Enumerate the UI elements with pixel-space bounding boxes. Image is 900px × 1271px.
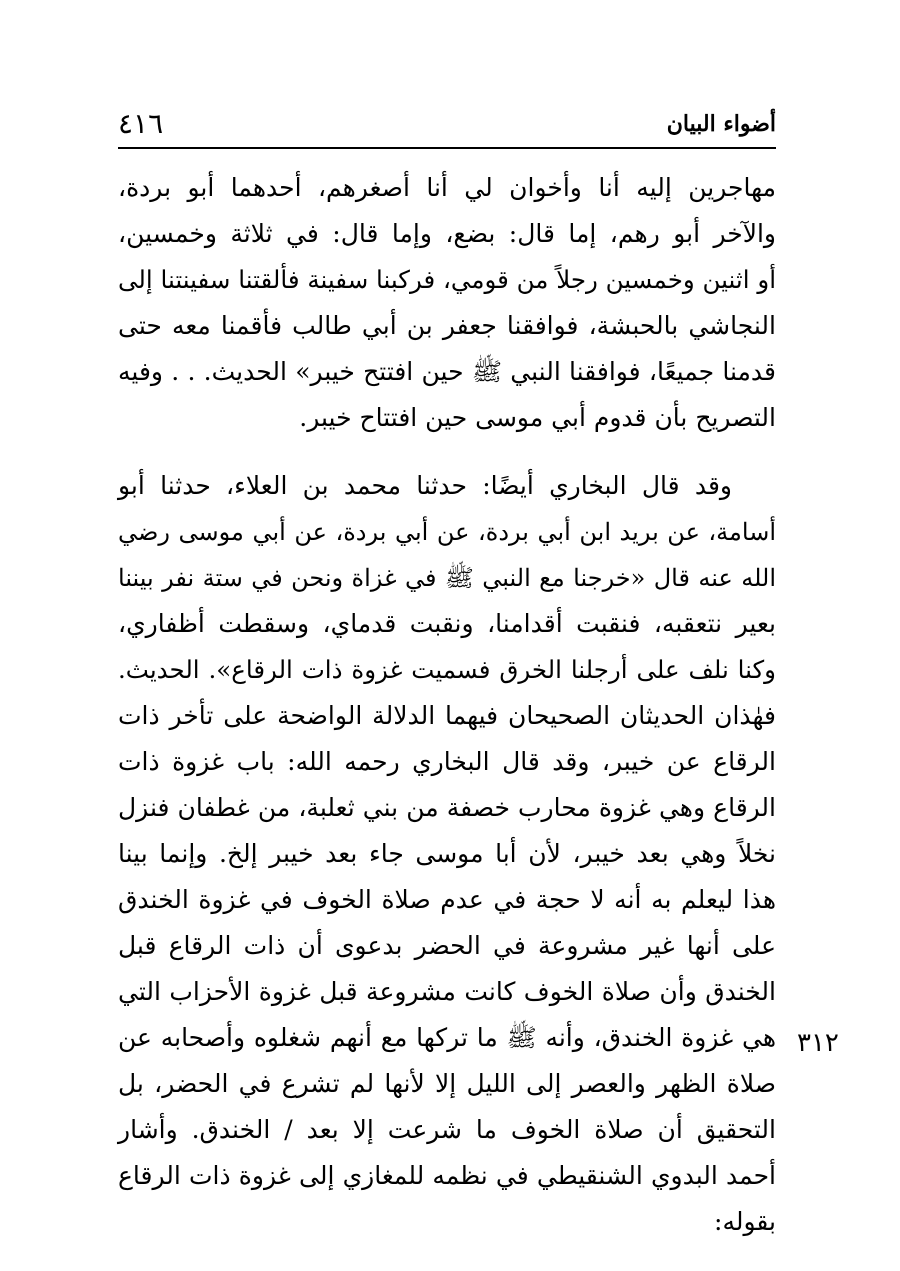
margin-page-reference: ٣١٢: [797, 1028, 839, 1058]
text-line: صلاة الظهر والعصر إلى الليل إلا لأنها لم تشرع في الحضر، بل: [118, 1069, 776, 1098]
text-line: أو اثنين وخمسين رجلاً من قومي، فركبنا سفينة فألقتنا سفينتنا إلى: [118, 265, 776, 294]
text-line: أسامة، عن بريد ابن أبي بردة، عن أبي بردة، عن أبي موسى رضي: [118, 518, 776, 546]
text-line: أحمد البدوي الشنقيطي في نظمه للمغازي إلى غزوة ذات الرقاع: [118, 1161, 776, 1190]
page-number: ٤١٦: [118, 107, 164, 140]
text-line: نخلاً وهي بعد خيبر، لأن أبا موسى جاء بعد خيبر إلخ. وإنما بينا: [118, 839, 776, 868]
paragraph-1: [118, 165, 776, 441]
text-line: الرقاع وهي غزوة محارب خصفة من بني ثعلبة، من غطفان فنزل: [118, 793, 776, 822]
running-title: أضواء البيان: [666, 111, 776, 137]
text-line: بقوله:: [714, 1207, 776, 1236]
text-line: والآخر أبو رهم، إما قال: بضع، وإما قال: في ثلاثة وخمسين،: [118, 219, 776, 248]
text-line: التصريح بأن قدوم أبي موسى حين افتتاح خيبر.: [299, 403, 776, 432]
text-line: مهاجرين إليه أنا وأخوان لي أنا أصغرهم، أحدهما أبو بردة،: [118, 173, 776, 202]
text-line: النجاشي بالحبشة، فوافقنا جعفر بن أبي طالب فأقمنا معه حتى: [118, 311, 776, 340]
text-line: الله عنه قال «خرجنا مع النبي ﷺ في غزاة ونحن في ستة نفر بيننا: [118, 564, 776, 592]
page-header: [118, 103, 776, 149]
paragraph-spacer: [118, 441, 776, 463]
text-line: هي غزوة الخندق، وأنه ﷺ ما تركها مع أنهم شغلوه وأصحابه عن: [118, 1023, 776, 1052]
text-line: الرقاع عن خيبر، وقد قال البخاري رحمه الله: باب غزوة ذات: [118, 747, 776, 776]
text-line: الخندق وأن صلاة الخوف كانت مشروعة قبل غزوة الأحزاب التي: [118, 977, 776, 1006]
text-line: بعير نتعقبه، فنقبت أقدامنا، ونقبت قدماي، وسقطت أظفاري،: [118, 609, 776, 638]
text-line: على أنها غير مشروعة في الحضر بدعوى أن ذات الرقاع قبل: [118, 931, 776, 960]
text-line: وكنا نلف على أرجلنا الخرق فسميت غزوة ذات الرقاع». الحديث.: [118, 655, 776, 684]
text-line: قدمنا جميعًا، فوافقنا النبي ﷺ حين افتتح خيبر» الحديث. . . وفيه: [118, 357, 776, 386]
paragraph-2: [118, 463, 776, 1245]
text-line: فهٰذان الحديثان الصحيحان فيهما الدلالة الواضحة على تأخر ذات: [118, 701, 776, 730]
text-line: وقد قال البخاري أيضًا: حدثنا محمد بن العلاء، حدثنا أبو: [118, 471, 732, 500]
text-line: التحقيق أن صلاة الخوف ما شرعت إلا بعد / الخندق. وأشار: [118, 1115, 776, 1144]
body-text: [118, 165, 776, 1245]
text-line: هذا ليعلم به أنه لا حجة في عدم صلاة الخوف في غزوة الخندق: [118, 885, 776, 914]
